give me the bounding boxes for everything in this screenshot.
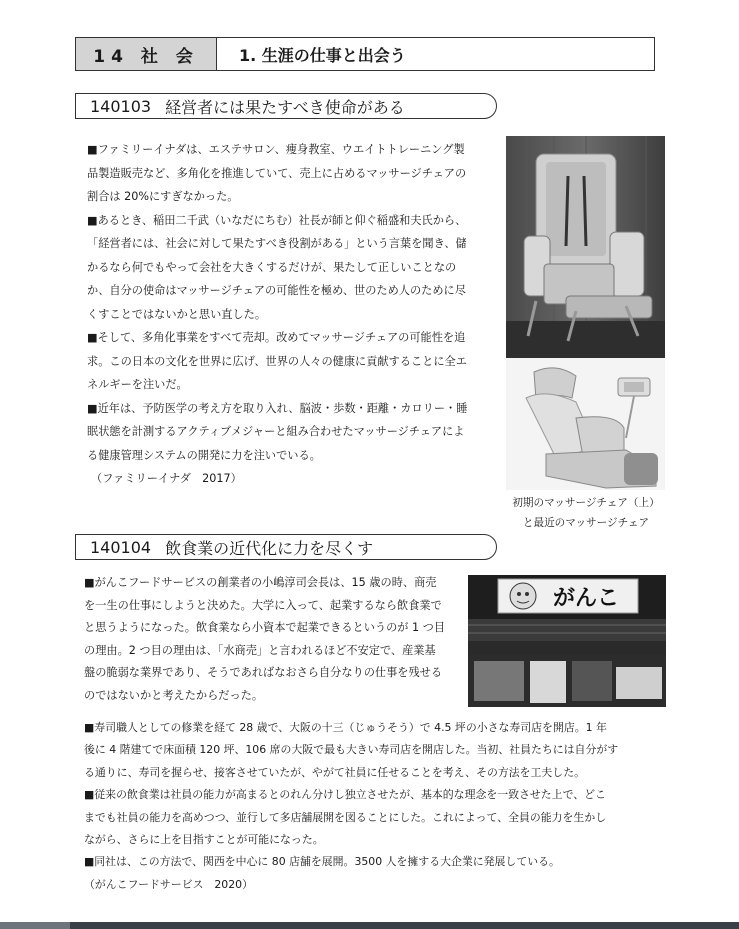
source-citation: （ファミリーイナダ 2017） [91,472,242,485]
photo-caption [500,493,672,533]
text-line: を一生の仕事にしようと決めた。大学に入って、起業するなら飲食業で [84,598,442,612]
section-title-140103 [75,93,497,119]
text-line: ■あるとき、稲田二千武（いなだにちむ）社長が師と仰ぐ稲盛和夫氏から、 [87,213,467,227]
sign-text: がんこ [552,586,620,611]
section2-body-bottom [84,717,664,896]
text-line: 後に 4 階建てで床面積 120 坪、106 席の大阪で最も大きい寿司店を開店した。当初、社員たちには自分がす [84,743,619,757]
caption-line: 初期のマッサージチェア（上） [512,497,660,509]
text-line: ■がんこフードサービスの創業者の小嶋淳司会長は、15 歳の時、商売 [84,576,437,589]
text-line: 求。この日本の文化を世界に広げ、世界の人々の健康に貢献することに全エ [87,354,467,368]
text-line: ネルギーを注いだ。 [87,378,188,391]
scrollbar-thumb[interactable] [0,922,70,929]
section-title-140104 [75,534,497,560]
source-citation: （がんこフードサービス 2020） [84,877,253,891]
modern-massage-chair-photo [506,358,665,490]
text-line: 品製造販売など、多角化を推進していて、売上に占めるマッサージチェアの [87,166,467,180]
text-line: か、自分の使命はマッサージチェアの可能性を極め、世のため人のために尽 [87,284,466,297]
text-line: ■従来の飲食業は社員の能力が高まるとのれん分けし独立させたが、基本的な理念を一致させた上で、どこ [84,788,606,802]
text-line: る通りに、寿司を握らせ、接客させていたが、やがて社員に任せることを考え、その方法を工夫した。 [84,765,585,779]
text-line: 割合は 20%にすぎなかった。 [87,190,239,203]
bottom-scrollbar[interactable] [0,922,739,929]
section-code: 140103 [90,96,152,116]
text-line: ながら、さらに上を目指すことが可能になった。 [84,833,324,847]
text-line: る健康管理システムの開発に力を注いでいる。 [87,448,321,462]
text-line: かるなら何でもやって会社を大きくするだけが、果たして正しいことなの [87,260,457,274]
section-heading: 飲食業の近代化に力を尽くす [165,538,374,558]
subject-label: 14 社 会 [76,38,217,70]
section-code: 140104 [90,537,152,557]
restaurant-storefront-photo [468,575,666,707]
text-line: のではないかと考えたからだった。 [84,688,264,702]
text-line: の理由。2 つ目の理由は、「水商売」と言われるほど不安定で、産業基 [84,643,436,657]
text-line: までも社員の能力を高めつつ、並行して多店舗展開を図ることにした。これによって、全員の能力を生かし [84,810,607,824]
text-line: ■ファミリーイナダは、エステサロン、痩身教室、ウエイトトレーニング製 [87,143,465,156]
text-line: と思うようになった。飲食業なら小資本で起業できるというのが 1 つ目 [84,621,446,635]
page-header [75,37,655,71]
text-line: 盤の脆弱な業界であり、そうであればなおさら自分なりの仕事を残せる [84,666,443,680]
text-line: 眠状態を計測するアクティブメジャーと組み合わせたマッサージチェアによ [87,425,465,438]
section-heading: 経営者には果たすべき使命がある [165,97,405,117]
unit-title: 1. 生涯の仕事と出会う [239,45,406,65]
caption-line: と最近のマッサージチェア [522,517,650,529]
text-line: くすことではないかと思い直した。 [87,307,267,321]
text-line: ■そして、多角化事業をすべて売却。改めてマッサージチェアの可能性を追 [87,331,466,344]
text-line: ■寿司職人としての修業を経て 28 歳で、大阪の十三（じゅうそう）で 4.5 坪の小さな寿司店を開店。1 年 [84,721,607,734]
text-line: ■同社は、この方法で、関西を中心に 80 店舗を展開。3500 人を擁する大企業に発展している。 [84,855,560,869]
section2-body-top [84,572,464,708]
old-massage-chair-photo [506,136,665,358]
text-line: ■近年は、予防医学の考え方を取り入れ、脳波・歩数・距離・カロリー・睡 [87,401,468,415]
section1-body [87,138,492,491]
text-line: 「経営者には、社会に対して果たすべき役割がある」という言葉を聞き、儲 [87,237,467,250]
